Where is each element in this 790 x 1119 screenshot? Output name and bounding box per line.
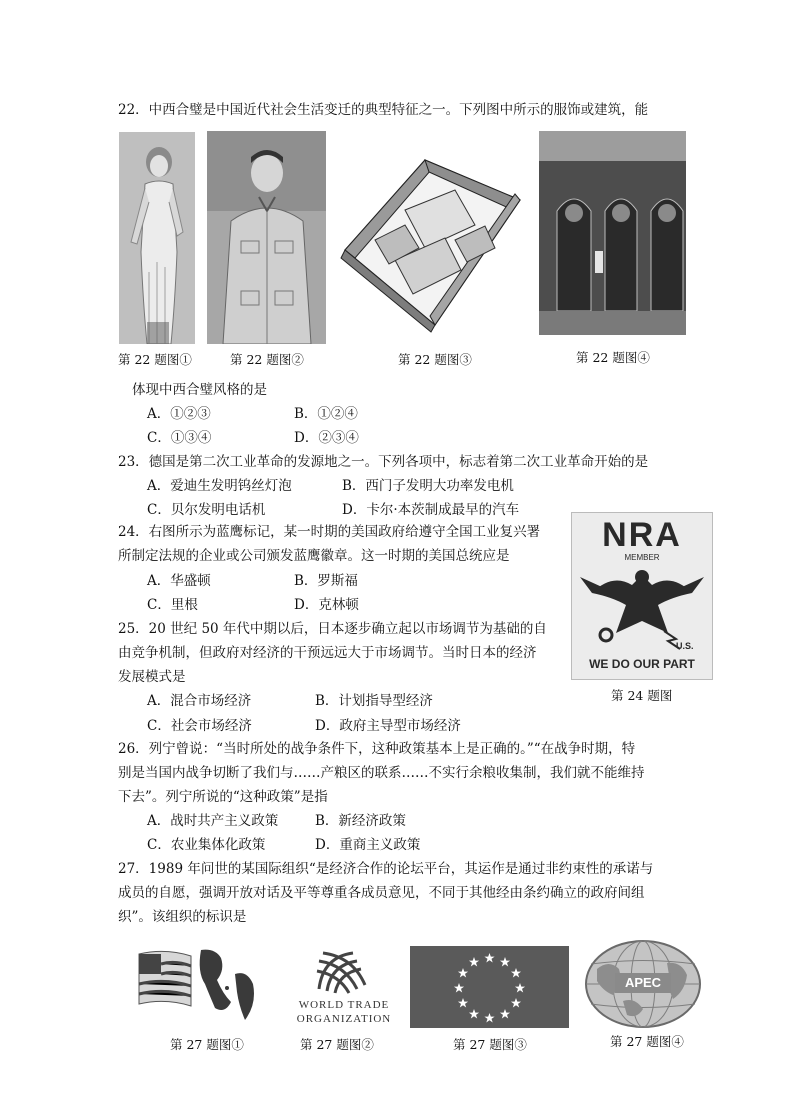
nra-badge-title: NRA — [602, 516, 682, 554]
q24-stem-line-1: 24．右图所示为蓝鹰标记，某一时期的美国政府给遵守全国工业复兴署 — [118, 524, 541, 540]
q27-figure-2-wto-logo — [283, 943, 405, 1029]
q26-stem-line-2: 别是当国内战争切断了我们与……产粮区的联系……不实行余粮收集制，我们就不能维持 — [118, 765, 645, 781]
q22-figure-2-suit-photo — [207, 131, 326, 344]
nra-badge-motto: WE DO OUR PART — [589, 657, 695, 671]
q27-caption-4: 第 27 题图④ — [610, 1034, 684, 1049]
q25-option-d: D．政府主导型市场经济 — [315, 718, 461, 734]
q26-stem-line-3: 下去”。列宁所说的“这种政策”是指 — [118, 789, 328, 805]
q25-stem-line-1: 25．20 世纪 50 年代中期以后，日本逐步确立起以市场调节为基础的自 — [118, 621, 547, 637]
q22-option-b: B．①②④ — [294, 406, 358, 422]
q27-caption-3: 第 27 题图③ — [453, 1037, 527, 1052]
q22-option-a: A．①②③ — [147, 406, 211, 422]
q27-stem-line-2: 成员的自愿，强调开放对话及平等尊重各成员意见，不同于其他经由条约确立的政府间组 — [118, 885, 645, 901]
nra-badge-member: MEMBER — [624, 553, 660, 562]
q22-caption-4: 第 22 题图④ — [576, 350, 650, 365]
q27-caption-2: 第 27 题图② — [300, 1037, 374, 1052]
q27-figure-4-apec-logo — [583, 939, 703, 1029]
q24-option-b: B．罗斯福 — [294, 573, 358, 589]
q24-stem-line-2: 所制定法规的企业或公司颁发蓝鹰徽章。这一时期的美国总统应是 — [118, 548, 510, 564]
q23-option-c: C．贝尔发明电话机 — [147, 502, 266, 518]
apec-logo-text: APEC — [624, 975, 662, 990]
q22-option-c: C．①③④ — [147, 430, 212, 446]
wto-logo-text-line-2: ORGANIZATION — [296, 1013, 392, 1025]
q23-option-d: D．卡尔·本茨制成最早的汽车 — [342, 502, 520, 518]
q27-stem-line-1: 27．1989 年问世的某国际组织“是经济合作的论坛平台，其运作是通过非约束性的承诺与 — [118, 861, 654, 877]
q24-nra-blue-eagle-badge — [571, 512, 713, 680]
q26-option-d: D．重商主义政策 — [315, 837, 421, 853]
q23-option-a: A．爱迪生发明钨丝灯泡 — [147, 478, 292, 494]
nra-badge-us: U.S. — [676, 641, 694, 651]
q27-figure-3-eu-flag — [410, 946, 569, 1028]
q25-stem-line-2: 由竞争机制，但政府对经济的干预远远大于市场调节。当时日本的经济 — [118, 645, 537, 661]
q26-stem-line-1: 26．列宁曾说：“当时所处的战争条件下，这种政策基本上是正确的。”“在战争时期，特 — [118, 741, 636, 757]
q22-caption-2: 第 22 题图② — [230, 352, 304, 367]
q27-stem-line-3: 织”。该组织的标识是 — [118, 909, 247, 925]
q22-stem-continuation: 体现中西合璧风格的是 — [132, 382, 267, 398]
q26-option-b: B．新经济政策 — [315, 813, 406, 829]
q24-caption: 第 24 题图 — [611, 688, 673, 703]
wto-logo-text-line-1: WORLD TRADE — [298, 999, 390, 1011]
q22-option-d: D．②③④ — [294, 430, 359, 446]
q26-option-c: C．农业集体化政策 — [147, 837, 266, 853]
q23-stem: 23．德国是第二次工业革命的发源地之一。下列各项中，标志着第二次工业革命开始的是 — [118, 454, 649, 470]
q22-stem: 22．中西合璧是中国近代社会生活变迁的典型特征之一。下列图中所示的服饰或建筑，能 — [118, 102, 649, 118]
q22-figure-3-siheyuan-drawing — [335, 130, 524, 340]
q25-option-a: A．混合市场经济 — [147, 693, 252, 709]
q25-option-b: B．计划指导型经济 — [315, 693, 433, 709]
q27-figure-1-flag-map-logo — [135, 944, 271, 1026]
q24-option-c: C．里根 — [147, 597, 198, 613]
q23-option-b: B．西门子发明大功率发电机 — [342, 478, 514, 494]
q22-figure-4-building-photo — [539, 131, 686, 335]
q25-option-c: C．社会市场经济 — [147, 718, 252, 734]
q22-caption-1: 第 22 题图① — [118, 352, 192, 367]
q22-caption-3: 第 22 题图③ — [398, 352, 472, 367]
q22-figure-1-qipao-photo — [119, 132, 195, 344]
q27-caption-1: 第 27 题图① — [170, 1037, 244, 1052]
q25-stem-line-3: 发展模式是 — [118, 669, 186, 685]
q24-option-d: D．克林顿 — [294, 597, 359, 613]
q24-option-a: A．华盛顿 — [147, 573, 211, 589]
q26-option-a: A．战时共产主义政策 — [147, 813, 279, 829]
